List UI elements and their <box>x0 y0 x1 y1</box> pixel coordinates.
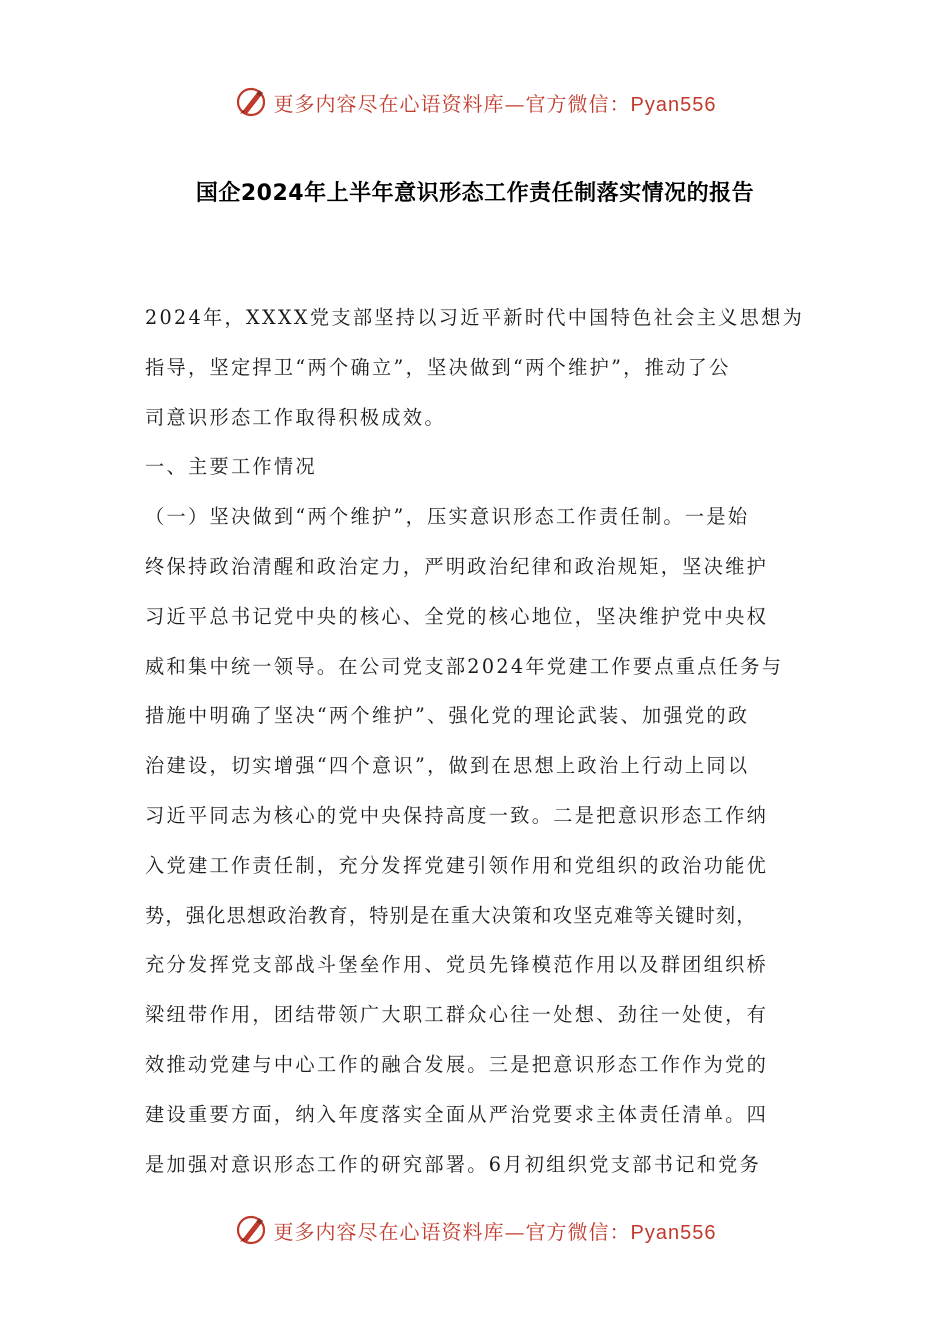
body-line: 充分发挥党支部战斗堡垒作用、党员先锋模范作用以及群团组织桥 <box>145 953 769 977</box>
body-line: 建设重要方面，纳入年度落实全面从严治党要求主体责任清单。四 <box>145 1102 769 1126</box>
watermark-header <box>0 82 950 122</box>
body-line: 习近平同志为核心的党中央保持高度一致。二是把意识形态工作纳 <box>145 803 769 827</box>
watermark-wechat-id: Pyan556 <box>630 1221 717 1244</box>
watermark-footer <box>0 1210 950 1250</box>
body-line: 梁纽带作用，团结带领广大职工群众心往一处想、劲往一处使，有 <box>145 1003 769 1027</box>
body-line: 势，强化思想政治教育，特别是在重大决策和攻坚克难等关键时刻， <box>145 903 757 927</box>
watermark-text: 更多内容尽在心语资料库—官方微信： <box>273 91 631 116</box>
body-line: 威和集中统一领导。在公司党支部2024年党建工作要点重点任务与 <box>145 654 784 678</box>
body-line: 治建设，切实增强“四个意识”，做到在思想上政治上行动上同以 <box>145 754 750 778</box>
body-line: 2024年，XXXX党支部坚持以习近平新时代中国特色社会主义思想为 <box>145 306 805 329</box>
document-body <box>145 298 810 1194</box>
pen-logo-icon <box>234 85 268 119</box>
watermark-wechat-id: Pyan556 <box>630 93 717 116</box>
body-line: 习近平总书记党中央的核心、全党的核心地位，坚决维护党中央权 <box>145 604 769 628</box>
body-line: （一）坚决做到“两个维护”，压实意识形态工作责任制。一是始 <box>145 505 750 529</box>
body-line: 司意识形态工作取得积极成效。 <box>145 405 446 429</box>
pen-logo-icon <box>234 1213 268 1247</box>
watermark-text: 更多内容尽在心语资料库—官方微信： <box>273 1219 631 1244</box>
body-line: 入党建工作责任制，充分发挥党建引领作用和党组织的政治功能优 <box>145 853 769 877</box>
document-title: 国企2024年上半年意识形态工作责任制落实情况的报告 <box>195 181 755 206</box>
body-line: 指导，坚定捍卫“两个确立”，坚决做到“两个维护”，推动了公 <box>145 355 731 379</box>
body-line: 效推动党建与中心工作的融合发展。三是把意识形态工作作为党的 <box>145 1052 769 1076</box>
section-heading: 一、主要工作情况 <box>145 455 317 479</box>
body-line: 措施中明确了坚决“两个维护”、强化党的理论武装、加强党的政 <box>145 704 750 728</box>
body-line: 是加强对意识形态工作的研究部署。6月初组织党支部书记和党务 <box>145 1152 762 1176</box>
body-line: 终保持政治清醒和政治定力，严明政治纪律和政治规矩，坚决维护 <box>145 554 769 578</box>
